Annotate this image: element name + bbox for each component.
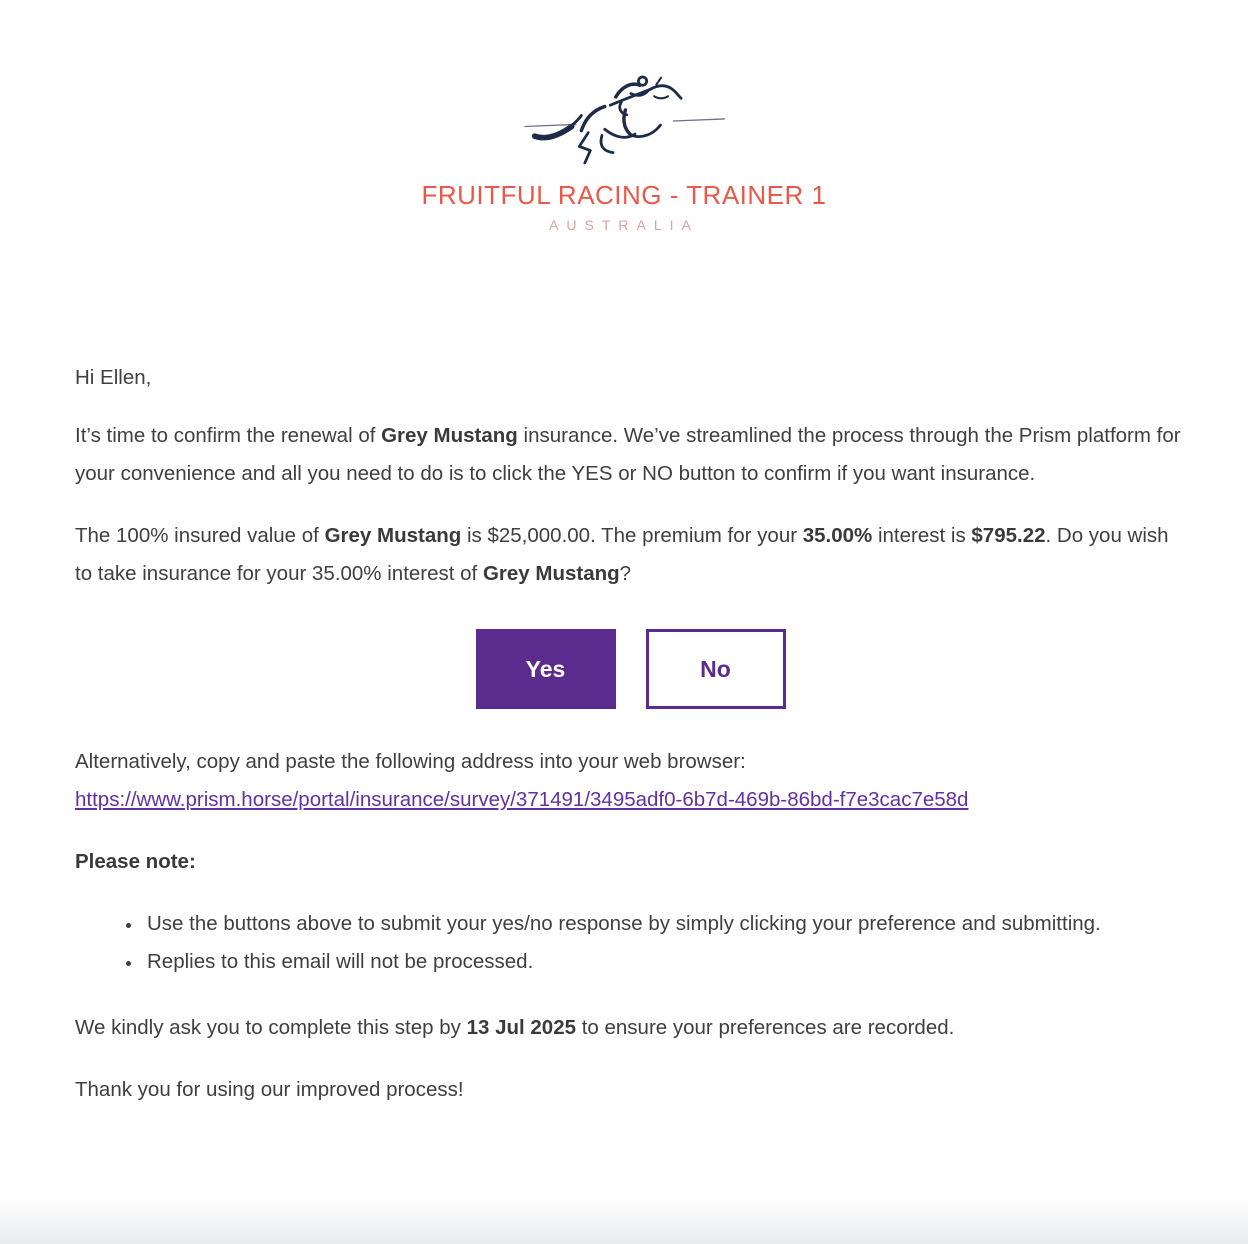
- alternative-paragraph: [75, 743, 1186, 819]
- horse-name: Grey Mustang: [482, 562, 620, 585]
- alternative-text: Alternatively, copy and paste the following address into your web browser:: [75, 750, 746, 773]
- horse-name: Grey Mustang: [324, 524, 462, 547]
- value-paragraph: [75, 517, 1186, 593]
- yes-button[interactable]: Yes: [476, 629, 616, 709]
- response-buttons: [75, 629, 1186, 709]
- horse-jockey-logo-icon: [474, 66, 774, 176]
- brand-title: FRUITFUL RACING - TRAINER 1: [421, 180, 827, 210]
- note-item-replies: • Replies to this email will not be processed.: [143, 943, 1186, 981]
- deadline-run: We kindly ask you to complete this step by: [75, 1016, 467, 1039]
- intro-run: insurance. We’ve streamlined the process through the Prism platform for your convenience and all you need to do is to click the YES or NO button to confirm if you want insurance.: [75, 424, 1181, 485]
- note-item-buttons: • Use the buttons above to submit your yes/no response by simply clicking your preference and submitting.: [143, 905, 1186, 943]
- interest-percent: 35.00%: [802, 524, 873, 547]
- survey-link[interactable]: https://www.prism.horse/portal/insurance/survey/371491/3495adf0-6b7d-469b-86bd-f7e3cac7e58d: [75, 788, 969, 811]
- value-run: ?: [619, 562, 632, 585]
- intro-paragraph: [75, 417, 1186, 493]
- value-run: is $25,000.00. The premium for your: [461, 524, 803, 547]
- no-button[interactable]: No: [646, 629, 786, 709]
- horse-name: Grey Mustang: [381, 424, 518, 447]
- value-run: . Do you wish to take insurance for your 35.00% interest of: [75, 524, 1169, 585]
- greeting-text: Hi Ellen,: [75, 366, 152, 389]
- value-run: The 100% insured value of: [75, 524, 325, 547]
- value-run: interest is: [872, 524, 972, 547]
- deadline-date: 13 Jul 2025: [466, 1016, 577, 1039]
- intro-run: It’s time to confirm the renewal of: [75, 424, 382, 447]
- viewport-bottom-fade: [0, 1198, 1248, 1244]
- brand-subtitle: AUSTRALIA: [549, 217, 699, 233]
- deadline-run: to ensure your preferences are recorded.: [576, 1016, 955, 1039]
- brand-logo: [0, 0, 1248, 233]
- please-note-heading: Please note:: [75, 850, 196, 873]
- thanks-text: Thank you for using our improved process!: [75, 1078, 464, 1101]
- note-list: [75, 905, 1186, 981]
- premium-amount: $795.22: [971, 524, 1046, 547]
- email-content: [0, 359, 1248, 1109]
- deadline-paragraph: [75, 1009, 1186, 1047]
